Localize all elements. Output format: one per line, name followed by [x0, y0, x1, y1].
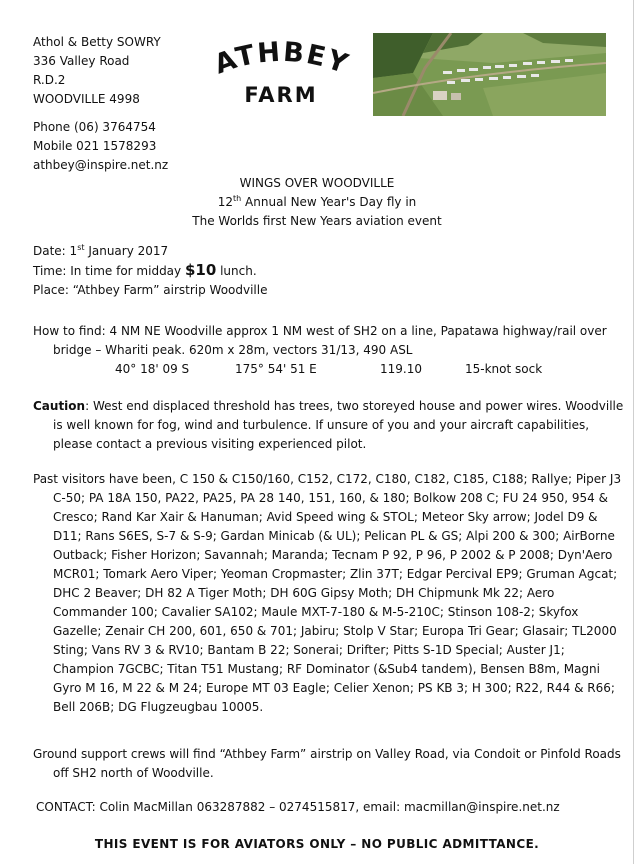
- admittance-notice: THIS EVENT IS FOR AVIATORS ONLY – NO PUBLIC ADMITTANCE.: [94, 837, 540, 851]
- contact-line: CONTACT: Colin MacMillan 063287882 – 0274515817, email: macmillan@inspire.net.nz: [36, 800, 560, 814]
- longitude: 175° 54' 51 E: [235, 362, 317, 376]
- email-link[interactable]: athbey@inspire.net.nz: [33, 158, 169, 172]
- past-visitors-paragraph: Past visitors have been, C 150 & C150/160, C152, C172, C180, C182, C185, C188; Rallye; Piper J3 C-50; PA 18A 150, PA22, PA25, PA 28 140, 151, 160, & 180; Bolkow 208 C; FU 24 950, 954 & Cresco; Rand Kar Xair & Hanuman; Avid Speed wing & STOL; Meteor Sky arrow; Jodel D9 & D11; Rans S6ES, S-7 & S-9; Gardan Minicab (& UL); Pelican PL & GS; Alpi 200 & 300; AirBorne Outback; Fisher Horizon; Savannah; Maranda; Tecnam P 92, P 96, P 2002 & P 2008; Dyn'Aero MCR01; Tomark Aero Viper; Yeoman Cropmaster; Zlin 37T; Edgar Percival EP9; Gruman Agcat; DHC 2 Beaver; DH 82 A Tiger Moth; DH 60G Gipsy Moth; DH Chipmunk Mk 22; Aero Commander 100; Cavalier SA102; Maule MXT-7-180 & M-5-210C; Stinson 108-2; Skyfox Gazelle; Zenair CH 200, 601, 650 & 701; Jabiru; Stolp V Star; Europa Tri Gear; Glasair; TL2000 Sting; Vans RV 3 & RV10; Bantam B 22; Sonerai; Drifter; Pitts S-1D Special; Auster J1; Champion 7GCBC; Titan T51 Mustang; RF Dominator (&Sub4 tandem), Bensen B8m, Magni Gyro M 16, M 22 & M 24; Europe MT 03 Eagle; Celier Xenon; PS KB 3; H 300; R22, R44 & R66; Bell 206B; DG Flugzeugbau 10005.: [33, 472, 622, 714]
- address-street: 336 Valley Road: [33, 54, 130, 68]
- event-place: Place: “Athbey Farm” airstrip Woodville: [33, 283, 268, 297]
- event-details: [33, 242, 267, 300]
- aerial-photo: [373, 33, 606, 116]
- ground-support-paragraph: Ground support crews will find “Athbey Farm” airstrip on Valley Road, via Condoit or Pinfold Roads off SH2 north of Woodville.: [33, 747, 621, 780]
- event-subtitle: 12th Annual New Year's Day fly in: [217, 194, 417, 209]
- address-town: WOODVILLE 4998: [33, 92, 140, 106]
- latitude: 40° 18' 09 S: [115, 362, 190, 376]
- coordinates-row: [115, 360, 615, 379]
- caution-label: Caution: [33, 399, 86, 413]
- lunch-price: $10: [184, 261, 217, 279]
- event-tagline: The Worlds first New Years aviation event: [192, 214, 442, 228]
- radio-frequency: 119.10: [380, 362, 422, 376]
- wind-sock: 15-knot sock: [465, 362, 543, 376]
- contact-block: [33, 118, 168, 175]
- athbey-farm-logo: [196, 36, 366, 110]
- mobile-text: Mobile 021 1578293: [33, 139, 157, 153]
- event-date: Date: 1st January 2017: [33, 243, 169, 258]
- address-names: Athol & Betty SOWRY: [33, 35, 161, 49]
- logo-athbey-text: ATHBEY: [210, 36, 354, 81]
- how-to-find: How to find: 4 NM NE Woodville approx 1 NM west of SH2 on a line, Papatawa highway/rail over bridge – Whariti peak. 620m x 28m, vectors 31/13, 490 ASL: [33, 324, 607, 357]
- event-title: WINGS OVER WOODVILLE: [239, 176, 395, 190]
- address-block: [33, 33, 161, 109]
- logo-farm-text: FARM: [244, 83, 318, 107]
- caution-paragraph: Caution: West end displaced threshold has trees, two storeyed house and power wires. Woodville is well known for fog, wind and turbulence. If unsure of you and your aircraft capabilities, please contact a previous visiting experienced pilot.: [33, 399, 624, 451]
- phone-text: Phone (06) 3764754: [33, 120, 156, 134]
- event-time: Time: In time for midday $10 lunch.: [33, 261, 257, 279]
- address-rd: R.D.2: [33, 73, 66, 87]
